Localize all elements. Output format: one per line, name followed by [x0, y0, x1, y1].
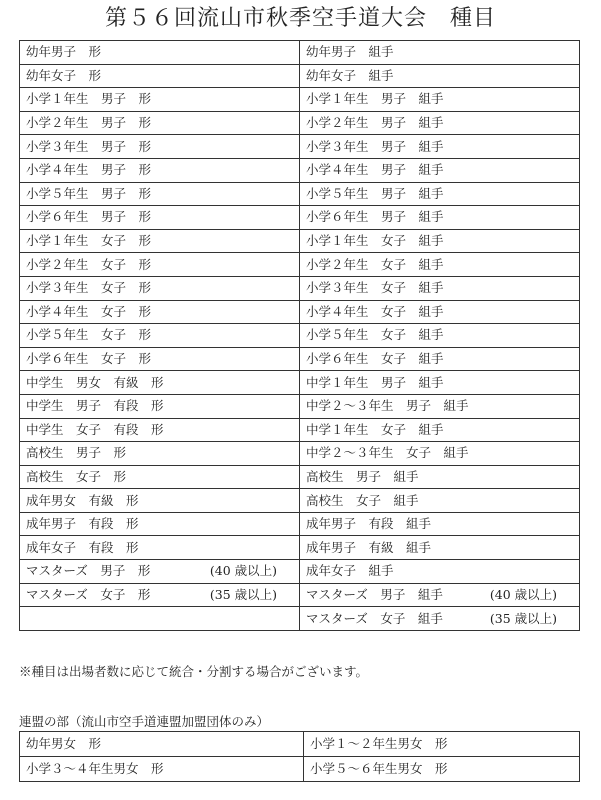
- event-name: 小学５年生 女子 組手: [306, 327, 444, 343]
- event-cell-content: [26, 92, 299, 106]
- event-cell-left: [20, 276, 300, 300]
- event-name: 小学４年生 女子 組手: [306, 303, 444, 319]
- event-cell-content: [306, 517, 579, 531]
- table-row: [20, 158, 580, 182]
- event-cell-content: [306, 281, 579, 295]
- event-cell-right: [300, 88, 580, 112]
- event-name: 小学５年生 男子 形: [26, 185, 152, 201]
- event-name: 幼年男女 形: [26, 736, 102, 751]
- event-cell-content: [306, 92, 579, 106]
- event-cell-right: [300, 64, 580, 88]
- event-name: 高校生 女子 組手: [306, 492, 419, 508]
- event-cell-content: [26, 69, 299, 83]
- event-name: 成年女子 組手: [306, 563, 394, 579]
- event-cell-left: [20, 182, 300, 206]
- event-cell-content: [306, 140, 579, 154]
- table-row: [20, 182, 580, 206]
- event-name: 小学１年生 男子 形: [26, 91, 152, 107]
- event-cell-content: [26, 258, 299, 272]
- event-name: 高校生 男子 形: [26, 445, 127, 461]
- event-cell-content: [306, 612, 579, 626]
- table-row: [20, 229, 580, 253]
- table-row: [20, 347, 580, 371]
- age-condition: (40 歳以上): [489, 586, 557, 602]
- event-cell-right: [300, 182, 580, 206]
- event-name: 中学２～３年生 女子 組手: [306, 445, 469, 461]
- table-row: [20, 88, 580, 112]
- event-name: 小学２年生 女子 形: [26, 256, 152, 272]
- event-name: 中学２～３年生 男子 組手: [306, 398, 469, 414]
- event-name: 小学３年生 男子 形: [26, 138, 152, 154]
- table-row: [20, 394, 580, 418]
- event-cell-right: [304, 732, 580, 757]
- event-name: 高校生 女子 形: [26, 468, 127, 484]
- event-cell-right: [300, 536, 580, 560]
- event-cell-content: [26, 163, 299, 177]
- table-row: [20, 757, 580, 782]
- table-row: [20, 300, 580, 324]
- table-row: [20, 324, 580, 348]
- event-name: 小学５年生 女子 形: [26, 327, 152, 343]
- event-cell-content: [306, 116, 579, 130]
- event-cell-right: [300, 41, 580, 65]
- event-cell-right: [300, 394, 580, 418]
- event-cell-content: [26, 305, 299, 319]
- event-name: 小学６年生 女子 形: [26, 351, 152, 367]
- event-name: 高校生 男子 組手: [306, 468, 419, 484]
- event-cell-content: [26, 762, 303, 776]
- event-cell-left: [20, 41, 300, 65]
- event-cell-content: [26, 234, 299, 248]
- event-cell-right: [300, 206, 580, 230]
- event-cell-left: [20, 394, 300, 418]
- event-name: 小学３年生 女子 形: [26, 280, 152, 296]
- event-cell-right: [300, 158, 580, 182]
- event-cell-content: [306, 328, 579, 342]
- event-name: 小学１年生 女子 形: [26, 233, 152, 249]
- event-name: 小学３年生 男子 組手: [306, 138, 444, 154]
- event-cell-right: [300, 418, 580, 442]
- event-name: 小学１年生 女子 組手: [306, 233, 444, 249]
- table-row: [20, 536, 580, 560]
- event-cell-left: [20, 442, 300, 466]
- event-cell-right: [300, 607, 580, 631]
- event-name: 成年男子 有級 組手: [306, 539, 432, 555]
- event-cell-left: [20, 111, 300, 135]
- event-cell-content: [306, 187, 579, 201]
- event-name: 小学６年生 男子 組手: [306, 209, 444, 225]
- event-cell-content: [26, 399, 299, 413]
- event-cell-right: [300, 253, 580, 277]
- event-cell-content: [26, 45, 299, 59]
- event-cell-left: [20, 371, 300, 395]
- event-cell-content: [26, 588, 299, 602]
- event-name: 小学２年生 男子 組手: [306, 115, 444, 131]
- event-cell-right: [300, 583, 580, 607]
- event-cell-content: [306, 494, 579, 508]
- event-cell-left: [20, 489, 300, 513]
- event-name: マスターズ 男子 形: [26, 563, 151, 579]
- event-cell-content: [306, 163, 579, 177]
- table-row: [20, 512, 580, 536]
- event-name: 幼年男子 組手: [306, 44, 394, 60]
- event-cell-right: [300, 465, 580, 489]
- event-name: 小学３～４年生男女 形: [26, 761, 164, 776]
- event-cell-content: [26, 494, 299, 508]
- event-cell-left: [20, 64, 300, 88]
- footnote: ※種目は出場者数に応じて統合・分割する場合がございます。: [19, 664, 369, 679]
- event-cell-left: [20, 158, 300, 182]
- event-cell-content: [306, 564, 579, 578]
- event-name: 小学４年生 男子 形: [26, 162, 152, 178]
- event-name: 中学生 男子 有段 形: [26, 398, 164, 414]
- event-name: マスターズ 男子 組手: [306, 586, 443, 602]
- event-cell-content: [306, 210, 579, 224]
- event-cell-content: [306, 305, 579, 319]
- event-cell-left: [20, 536, 300, 560]
- event-name: 小学４年生 男子 組手: [306, 162, 444, 178]
- event-cell-content: [306, 376, 579, 390]
- event-name: 中学１年生 男子 組手: [306, 374, 444, 390]
- event-name: 幼年女子 組手: [306, 67, 394, 83]
- event-name: 幼年男子 形: [26, 44, 102, 60]
- event-cell-content: [26, 140, 299, 154]
- event-cell-content: [306, 45, 579, 59]
- table-row: [20, 41, 580, 65]
- event-name: 小学２年生 女子 組手: [306, 256, 444, 272]
- event-cell-content: [26, 737, 303, 751]
- event-name: 小学３年生 女子 組手: [306, 280, 444, 296]
- event-cell-content: [306, 69, 579, 83]
- event-cell-content: [26, 564, 299, 578]
- event-cell-left: [20, 418, 300, 442]
- event-cell-right: [300, 512, 580, 536]
- league-section-title: 連盟の部（流山市空手道連盟加盟団体のみ）: [19, 714, 270, 729]
- events-table: [19, 40, 580, 631]
- event-cell-content: [26, 517, 299, 531]
- page-title: 第５６回流山市秋季空手道大会 種目: [104, 6, 496, 31]
- event-cell-content: [306, 399, 579, 413]
- event-cell-left: [20, 347, 300, 371]
- event-name: 小学４年生 女子 形: [26, 303, 152, 319]
- event-cell-content: [26, 116, 299, 130]
- event-cell-left: [20, 560, 300, 584]
- event-cell-left: [20, 757, 304, 782]
- table-row: [20, 135, 580, 159]
- event-cell-content: [26, 541, 299, 555]
- event-cell-content: [26, 470, 299, 484]
- event-cell-left: [20, 324, 300, 348]
- event-cell-right: [304, 757, 580, 782]
- event-name: 中学１年生 女子 組手: [306, 421, 444, 437]
- table-row: [20, 732, 580, 757]
- table-row: [20, 465, 580, 489]
- table-row: [20, 442, 580, 466]
- event-cell-left: [20, 465, 300, 489]
- table-row: [20, 111, 580, 135]
- event-name: 小学５～６年生男女 形: [310, 761, 448, 776]
- event-cell-content: [26, 281, 299, 295]
- event-name: 成年男子 有段 組手: [306, 516, 432, 532]
- event-name: 小学１～２年生男女 形: [310, 736, 448, 751]
- event-cell-content: [306, 446, 579, 460]
- event-name: 成年男子 有段 形: [26, 516, 139, 532]
- event-cell-right: [300, 442, 580, 466]
- table-row: [20, 583, 580, 607]
- table-row: [20, 276, 580, 300]
- table-row: [20, 560, 580, 584]
- event-cell-left: [20, 512, 300, 536]
- event-cell-content: [310, 737, 579, 751]
- table-row: [20, 64, 580, 88]
- event-cell-left: [20, 229, 300, 253]
- event-cell-content: [26, 328, 299, 342]
- table-row: [20, 371, 580, 395]
- age-condition: (35 歳以上): [209, 586, 277, 602]
- event-cell-content: [306, 423, 579, 437]
- event-cell-content: [306, 234, 579, 248]
- event-name: 成年男女 有級 形: [26, 492, 139, 508]
- age-condition: (40 歳以上): [209, 563, 277, 579]
- event-name: 小学６年生 男子 形: [26, 209, 152, 225]
- event-cell-right: [300, 324, 580, 348]
- event-name: 小学１年生 男子 組手: [306, 91, 444, 107]
- table-row: [20, 489, 580, 513]
- event-cell-content: [306, 541, 579, 555]
- event-cell-right: [300, 276, 580, 300]
- event-cell-left: [20, 300, 300, 324]
- event-cell-content: [306, 352, 579, 366]
- event-cell-content: [26, 352, 299, 366]
- event-cell-left: [20, 206, 300, 230]
- event-name: 小学６年生 女子 組手: [306, 351, 444, 367]
- event-cell-right: [300, 347, 580, 371]
- event-cell-right: [300, 560, 580, 584]
- event-name: 成年女子 有段 形: [26, 539, 139, 555]
- event-name: 幼年女子 形: [26, 67, 102, 83]
- event-cell-left: [20, 607, 300, 631]
- event-cell-content: [306, 588, 579, 602]
- event-cell-right: [300, 300, 580, 324]
- event-cell-content: [26, 423, 299, 437]
- table-row: [20, 607, 580, 631]
- event-name: 中学生 男女 有級 形: [26, 374, 164, 390]
- age-condition: (35 歳以上): [489, 610, 557, 626]
- event-cell-content: [306, 470, 579, 484]
- event-name: マスターズ 女子 形: [26, 586, 151, 602]
- event-cell-content: [310, 762, 579, 776]
- event-cell-left: [20, 583, 300, 607]
- event-cell-left: [20, 88, 300, 112]
- table-row: [20, 253, 580, 277]
- event-cell-content: [26, 376, 299, 390]
- event-cell-left: [20, 253, 300, 277]
- event-cell-content: [26, 187, 299, 201]
- event-cell-right: [300, 229, 580, 253]
- event-cell-left: [20, 732, 304, 757]
- table-row: [20, 206, 580, 230]
- event-cell-right: [300, 489, 580, 513]
- event-name: 小学５年生 男子 組手: [306, 185, 444, 201]
- event-name: 中学生 女子 有段 形: [26, 421, 164, 437]
- table-row: [20, 418, 580, 442]
- event-cell-right: [300, 135, 580, 159]
- event-name: 小学２年生 男子 形: [26, 115, 152, 131]
- event-cell-content: [306, 258, 579, 272]
- event-cell-content: [26, 446, 299, 460]
- event-name: マスターズ 女子 組手: [306, 610, 443, 626]
- event-cell-content: [26, 210, 299, 224]
- event-cell-right: [300, 111, 580, 135]
- event-cell-left: [20, 135, 300, 159]
- event-cell-right: [300, 371, 580, 395]
- league-events-table: [19, 731, 580, 782]
